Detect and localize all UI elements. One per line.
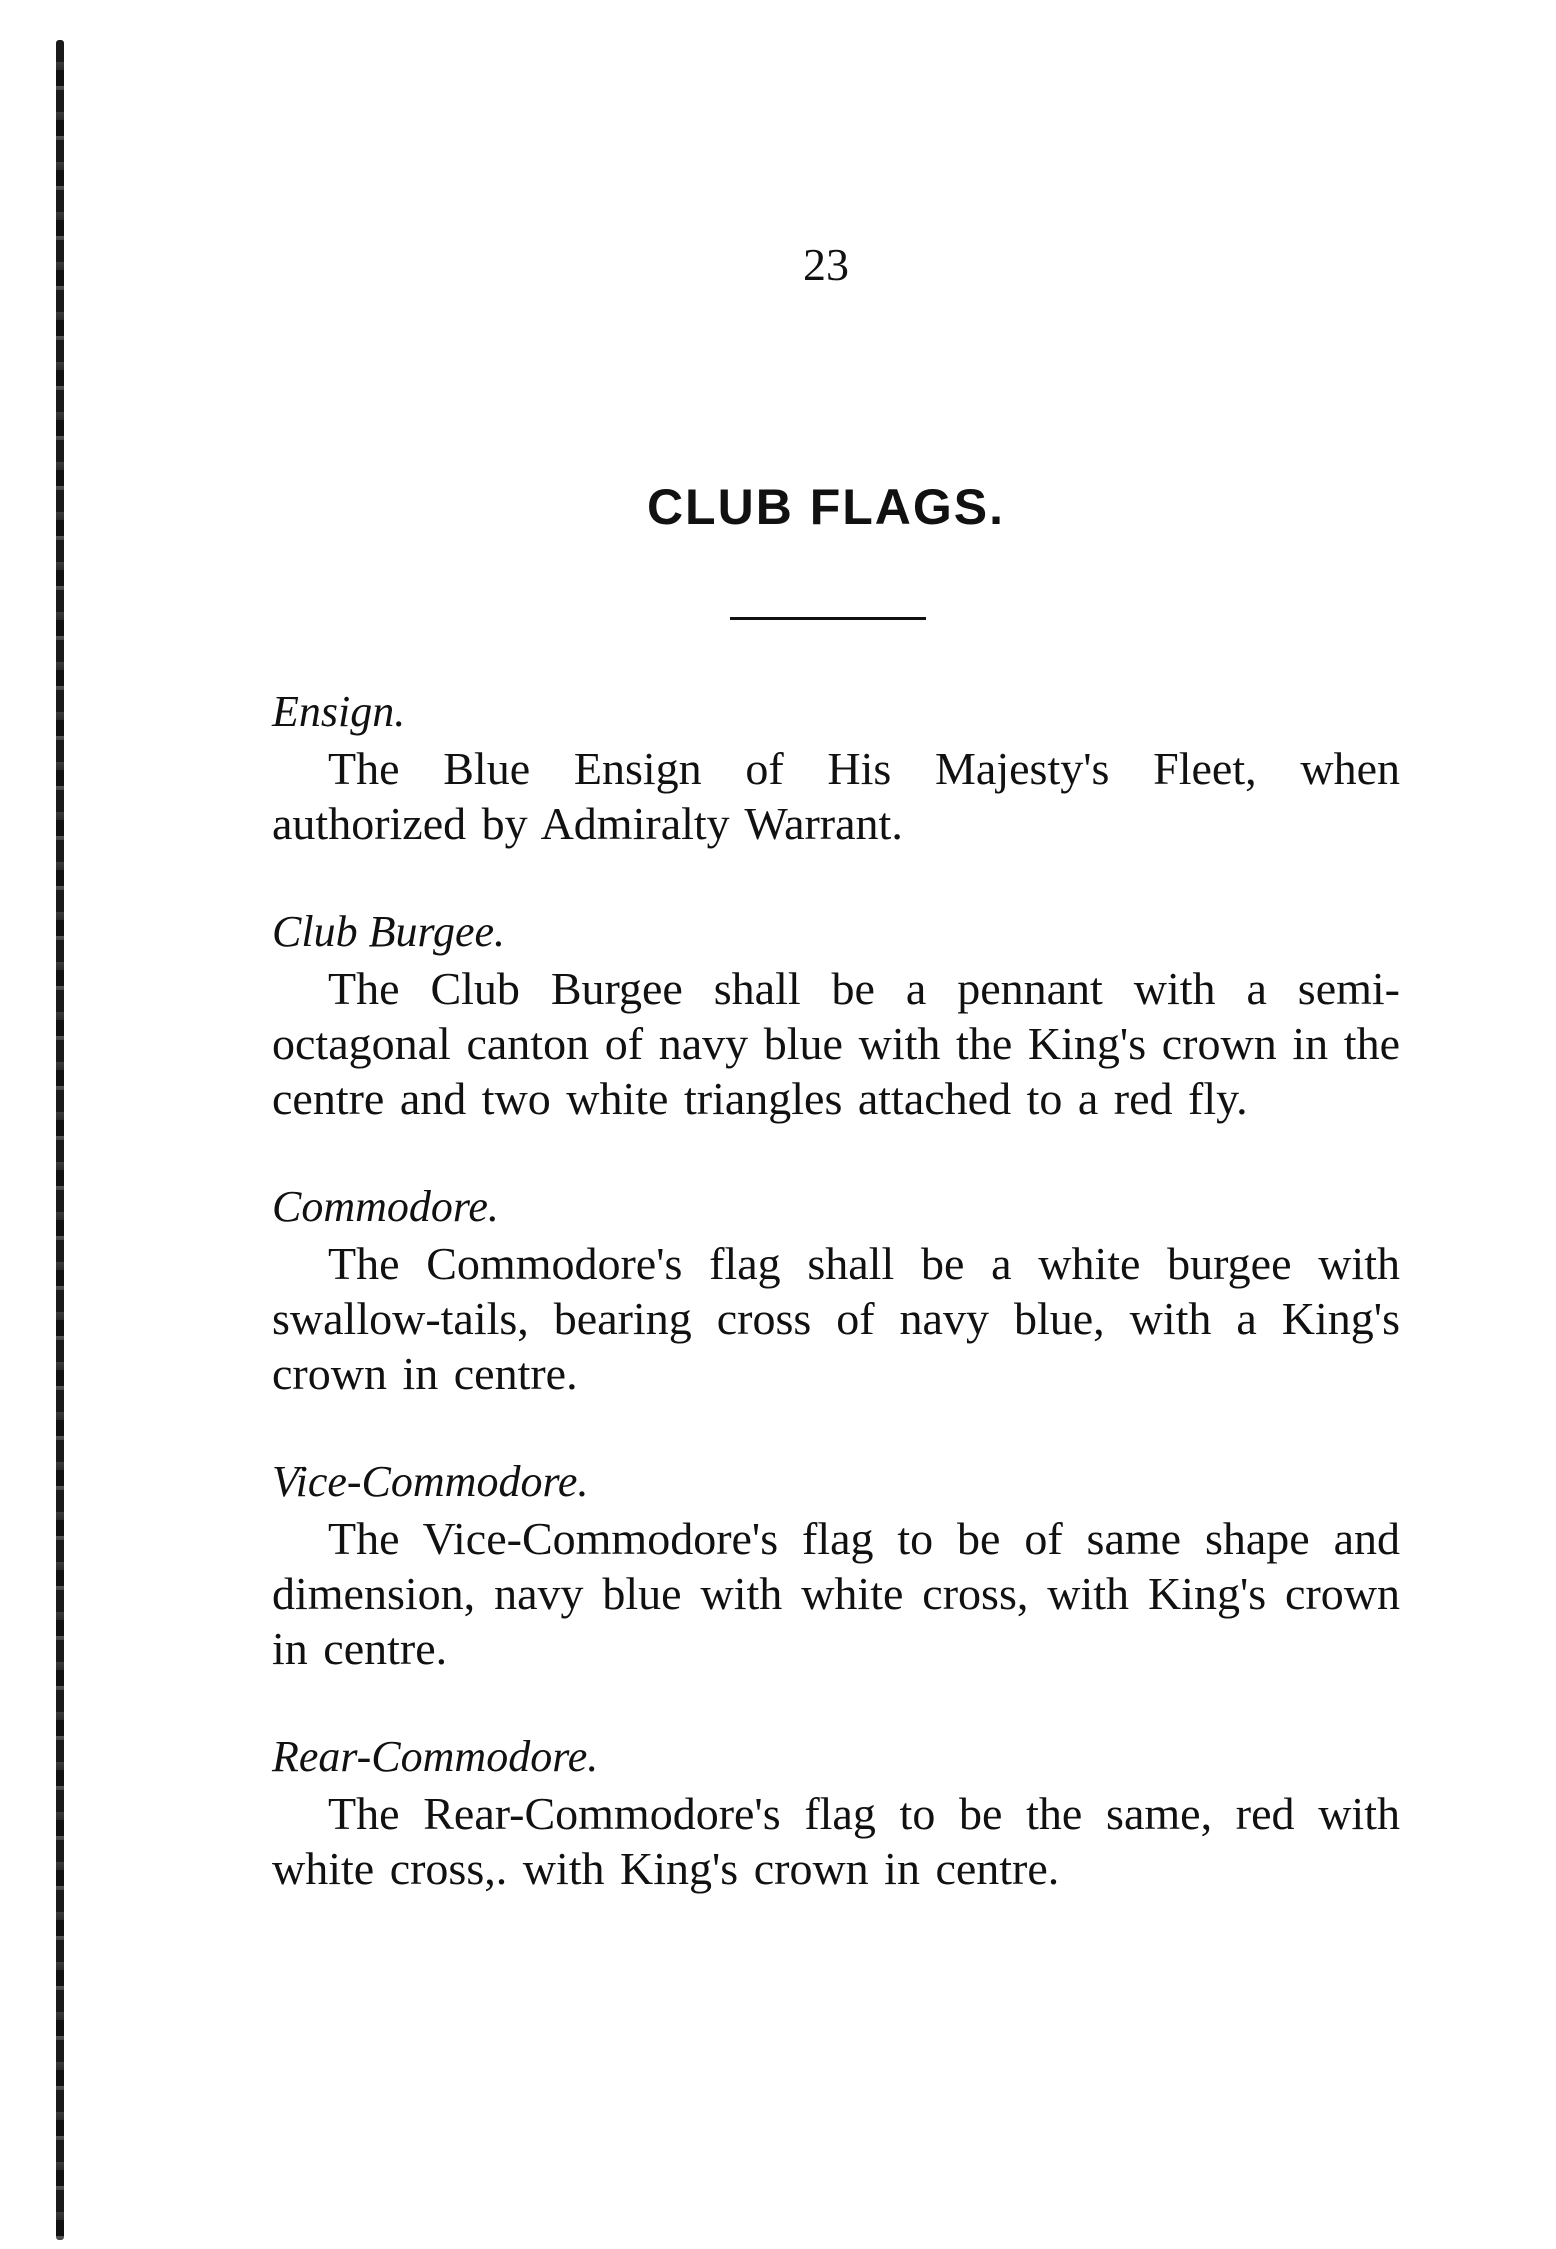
section-club-burgee xyxy=(272,904,1400,1126)
section-rear-commodore xyxy=(272,1729,1400,1896)
binding-edge xyxy=(56,40,64,2240)
section-heading: Ensign. xyxy=(272,687,406,736)
section-heading: Club Burgee. xyxy=(272,907,505,956)
title-divider xyxy=(730,617,926,620)
section-body: The Vice-Commodore's flag to be of same shape and dimension, navy blue with white cross, with King's crown in centre. xyxy=(272,1513,1400,1674)
section-body: The Commodore's flag shall be a white burgee with swallow-tails, bearing cross of navy blue, with a King's crown in centre. xyxy=(272,1238,1400,1399)
section-body: The Club Burgee shall be a pennant with a semi-octagonal canton of navy blue with the King's crown in the centre and two white triangles attached to a red fly. xyxy=(272,963,1400,1124)
section-body: The Rear-Commodore's flag to be the same, red with white cross,. with King's crown in centre. xyxy=(272,1788,1400,1894)
page-title: CLUB FLAGS. xyxy=(646,479,1006,535)
section-ensign xyxy=(272,684,1400,851)
section-commodore xyxy=(272,1179,1400,1401)
section-heading: Vice-Commodore. xyxy=(272,1457,589,1506)
section-vice-commodore xyxy=(272,1454,1400,1676)
section-body: The Blue Ensign of His Majesty's Fleet, when authorized by Admiralty Warrant. xyxy=(272,743,1400,849)
page-number: 23 xyxy=(803,239,849,290)
section-heading: Rear-Commodore. xyxy=(272,1732,599,1781)
page-content xyxy=(272,684,1400,1949)
section-heading: Commodore. xyxy=(272,1182,499,1231)
